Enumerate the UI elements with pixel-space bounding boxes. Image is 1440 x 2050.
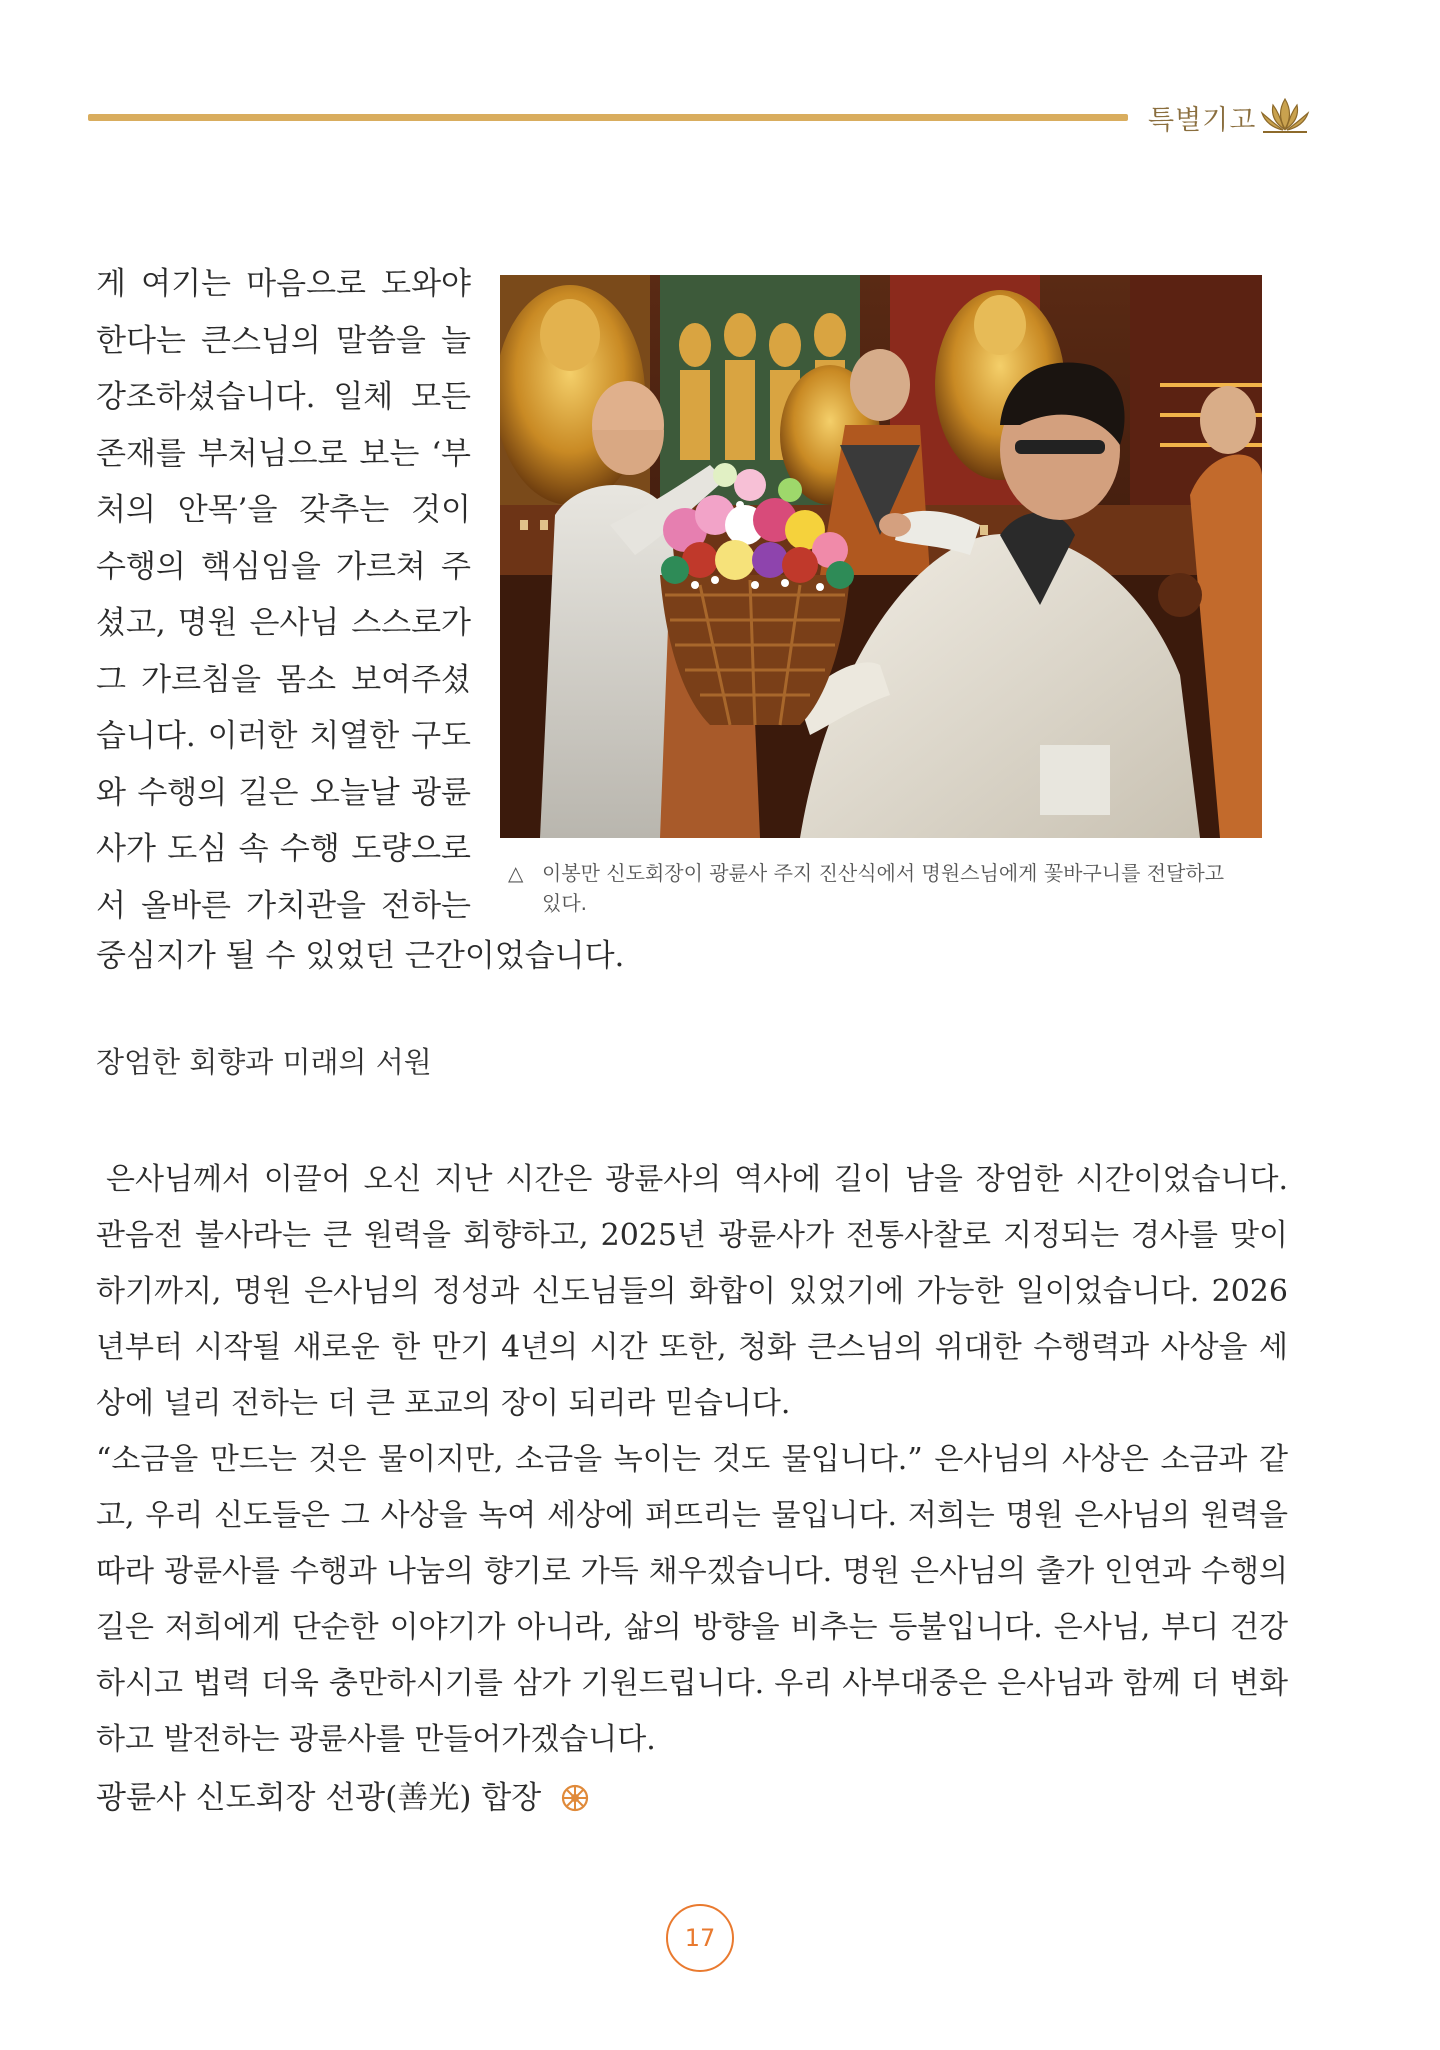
header-rule (88, 114, 1128, 121)
ceremony-photo (500, 275, 1262, 838)
text-line: 존재를 부처님으로 보는 ‘부 (96, 435, 471, 472)
text-line: 서 올바른 가치관을 전하는 (96, 887, 471, 924)
text-line: 한다는 큰스님의 말씀을 늘 (96, 322, 471, 359)
page-number: 17 (666, 1904, 734, 1972)
text-line: 수행의 핵심임을 가르쳐 주 (96, 548, 471, 585)
text-line: 게 여기는 마음으로 도와야 (96, 266, 471, 302)
text-line: 셨고, 명원 은사님 스스로가 (96, 605, 471, 641)
text-line: 사가 도심 속 수행 도량으로 (96, 831, 471, 867)
photo-caption (508, 858, 1238, 918)
signature-line (96, 1772, 589, 1817)
caption-text: 이봉만 신도회장이 광륜사 주지 진산식에서 명원스님에게 꽃바구니를 전달하고 있다. (542, 861, 1225, 915)
lotus-icon (1257, 95, 1313, 135)
text-line: 강조하셨습니다. 일체 모든 (96, 379, 471, 415)
section-subheading: 장엄한 회향과 미래의 서원 (96, 1045, 432, 1079)
left-column-continuation: 중심지가 될 수 있었던 근간이었습니다. (96, 938, 625, 974)
left-column-text (96, 256, 471, 934)
paragraph: “소금을 만드는 것은 물이지만, 소금을 녹이는 것도 물입니다.” 은사님의 사상은 소금과 같고, 우리 신도들은 그 사상을 녹여 세상에 퍼뜨리는 물입니다. 저희는 명원 은사님의 원력을 따라 광륜사를 수행과 나눔의 향기로 가득 채우겠습니다. 명원 은사님의 출가 인연과 수행의 길은 저희에게 단순한 이야기가 아니라, 삶의 방향을 비추는 등불입니다. 은사님, 부디 건강하시고 법력 더욱 충만하시기를 삼가 기원드립니다. 우리 사부대중은 은사님과 함께 더 변화하고 발전하는 광륜사를 만들어가겠습니다. (96, 1442, 1288, 1757)
text-line: 와 수행의 길은 오늘날 광륜 (96, 774, 471, 811)
dharma-wheel-icon (561, 1784, 589, 1812)
paragraph: 은사님께서 이끌어 오신 지난 시간은 광륜사의 역사에 길이 남을 장엄한 시간이었습니다. 관음전 불사라는 큰 원력을 회향하고, 2025년 광륜사가 전통사찰로 지정되는 경사를 맞이하기까지, 명원 은사님의 정성과 신도님들의 화합이 있었기에 가능한 일이었습니다. 2026년부터 시작될 새로운 한 만기 4년의 시간 또한, 청화 큰스님의 위대한 수행력과 사상을 세상에 널리 전하는 더 큰 포교의 장이 되리라 믿습니다. (96, 1162, 1288, 1421)
article-body (96, 1152, 1288, 1768)
signature-text: 광륜사 신도회장 선광(善光) 합장 (96, 1780, 542, 1816)
section-title: 특별기고 (1148, 105, 1257, 136)
text-line: 습니다. 이러한 치열한 구도 (96, 718, 471, 754)
text-line: 처의 안목’을 갖추는 것이 (96, 492, 471, 528)
text-line: 그 가르침을 몸소 보여주셨 (96, 661, 471, 698)
caption-marker: △ (508, 861, 524, 885)
